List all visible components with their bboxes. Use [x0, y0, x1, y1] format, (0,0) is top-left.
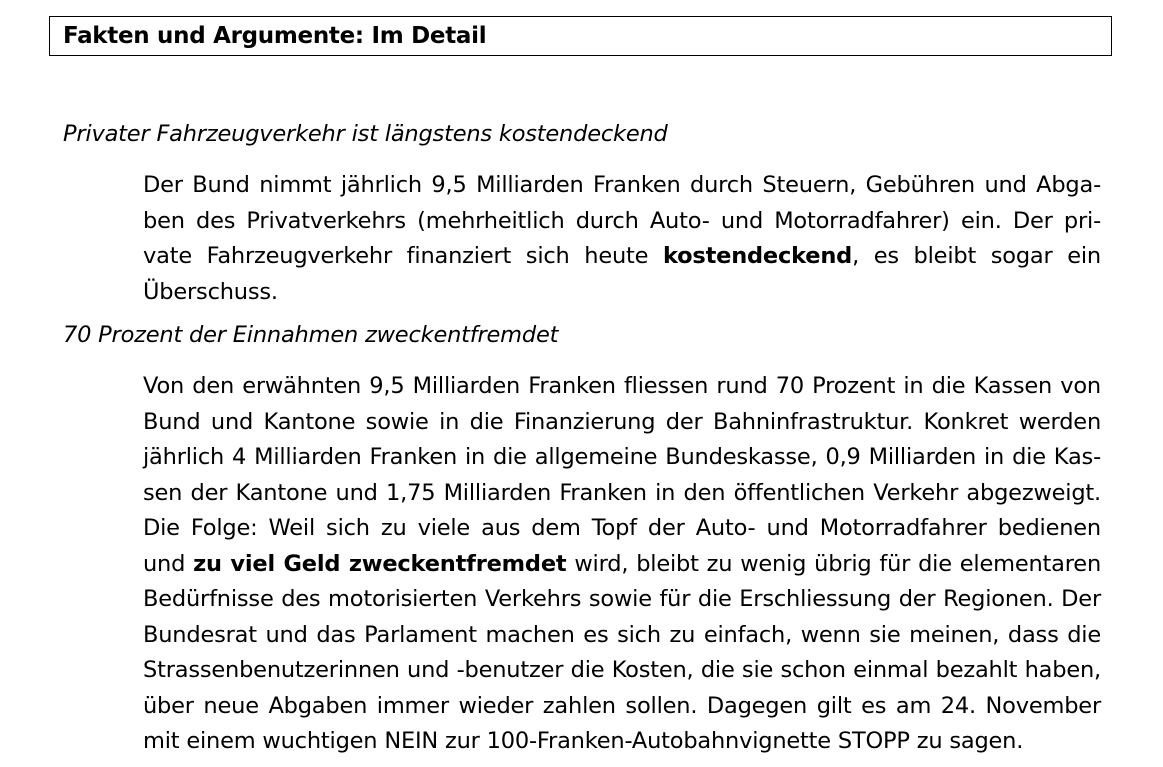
text-line: [143, 724, 1101, 760]
text-segment: Die Folge: Weil sich zu viele aus dem Topf der Auto- und Motorradfahrer bedienen: [143, 515, 1101, 541]
text-line: [143, 168, 1101, 204]
text-segment: Bund und Kantone sowie in die Finanzierung der Bahninfrastruktur. Konkret werden: [143, 408, 1101, 435]
text-segment: jährlich 4 Milliarden Franken in die allgemeine Bundeskasse, 0,9 Milliarden in die Kas-: [143, 444, 1101, 470]
text-segment: wird, bleibt zu wenig übrig für die elementaren: [566, 550, 1101, 577]
text-line: [143, 204, 1101, 240]
text-segment: vate Fahrzeugverkehr finanziert sich heute: [143, 243, 663, 269]
text-segment: mit einem wuchtigen NEIN zur 100-Franken-Autobahnvignette STOPP zu sagen.: [143, 728, 1024, 754]
text-line: [143, 440, 1101, 476]
title-box: [49, 16, 1112, 56]
text-segment: und: [143, 550, 194, 577]
text-line: [143, 405, 1101, 441]
section-heading-2: 70 Prozent der Einnahmen zweckentfremdet: [63, 322, 559, 348]
section-heading-1: Privater Fahrzeugverkehr ist längstens kostendeckend: [63, 121, 668, 147]
emphasis-text: kostendeckend: [662, 243, 853, 269]
text-segment: über neue Abgaben immer wieder zahlen sollen. Dagegen gilt es am 24. November: [143, 692, 1101, 719]
text-line: [143, 653, 1101, 689]
text-segment: Strassenbenutzerinnen und -benutzer die Kosten, die sie schon einmal bezahlt haben,: [143, 657, 1101, 683]
page-title: Fakten und Argumente: Im Detail: [63, 23, 487, 49]
section-paragraph-2: [143, 369, 1101, 760]
text-segment: Der Bund nimmt jährlich 9,5 Milliarden Franken durch Steuern, Gebühren und Abga-: [143, 172, 1101, 198]
text-segment: sen der Kantone und 1,75 Milliarden Franken in den öffentlichen Verkehr abgezweigt.: [143, 479, 1101, 506]
text-segment: Von den erwähnten 9,5 Milliarden Franken fliessen rund 70 Prozent in die Kassen von: [143, 373, 1101, 399]
text-line: [143, 547, 1101, 583]
text-segment: ben des Privatverkehrs (mehrheitlich durch Auto- und Motorradfahrer) ein. Der pri-: [143, 207, 1101, 234]
text-segment: , es bleibt sogar ein: [852, 243, 1101, 269]
text-line: [143, 511, 1101, 547]
text-line: [143, 239, 1101, 275]
text-line: [143, 275, 1101, 311]
text-line: [143, 476, 1101, 512]
emphasis-text: zu viel Geld zweckentfremdet: [193, 550, 567, 577]
text-segment: Überschuss.: [143, 278, 278, 305]
text-segment: Bundesrat und das Parlament machen es sich zu einfach, wenn sie meinen, dass die: [143, 621, 1101, 648]
section-paragraph-1: [143, 168, 1101, 310]
text-line: [143, 689, 1101, 725]
text-line: [143, 582, 1101, 618]
text-line: [143, 369, 1101, 405]
text-segment: Bedürfnisse des motorisierten Verkehrs sowie für die Erschliessung der Regionen. Der: [143, 586, 1101, 612]
text-line: [143, 618, 1101, 654]
